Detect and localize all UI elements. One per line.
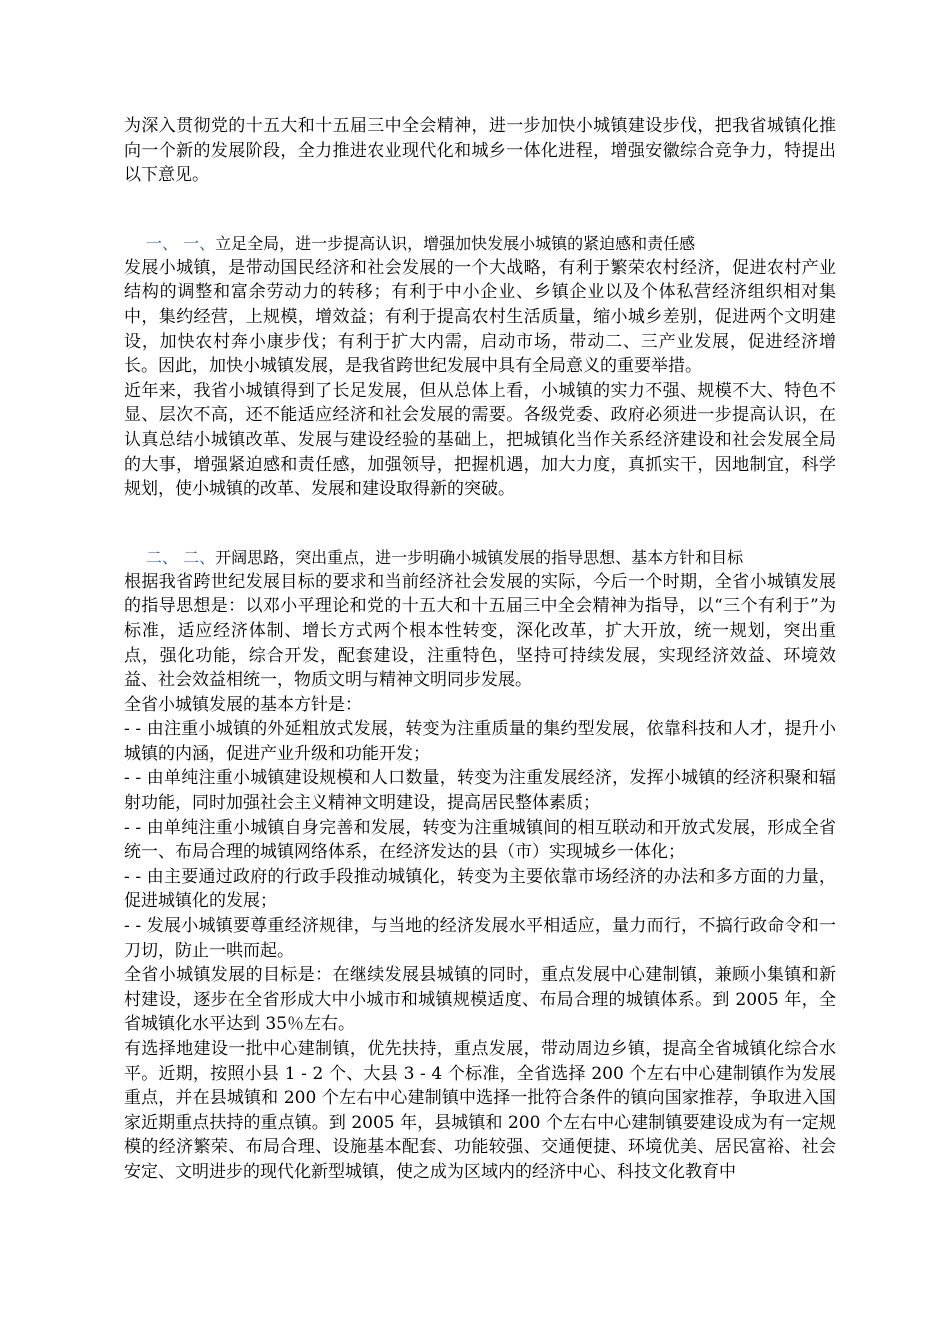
body-paragraph: 全省小城镇发展的目标是：在继续发展县城镇的同时，重点发展中心建制镇，兼顾小集镇和新村建设，逐步在全省形成大中小城市和城镇规模适度、布局合理的城镇体系。到 2005 年，全省城镇化水平达到 35％左右。 [124, 965, 836, 1035]
section-title: 开阔思路，突出重点，进一步明确小城镇发展的指导思想、基本方针和目标 [215, 547, 744, 567]
body-paragraph: 有选择地建设一批中心建制镇，优先扶持，重点发展，带动周边乡镇，提高全省城镇化综合水平。近期，按照小县 1 - 2 个、大县 3 - 4 个标准，全省选择 200 个左右中心建制镇作为发展重点，并在县城镇和 200 个左右中心建制镇中选择一批符合条件的镇向国家推荐，争取进入国家近期重点扶持的重点镇。到 2005 年，县城镇和 200 个左右中心建制镇要建设成为有一定规模的经济繁荣、布局合理、设施基本配套、功能较强、交通便捷、环境优美、居民富裕、社会安定、文明进步的现代化新型城镇，使之成为区域内的经济中心、科技文化教育中 [124, 1039, 836, 1182]
list-item: - - 发展小城镇要尊重经济规律，与当地的经济发展水平相适应，量力而行，不搞行政命令和一刀切，防止一哄而起。 [124, 916, 836, 961]
section-heading [124, 546, 836, 570]
list-item: - - 由单纯注重小城镇建设规模和人口数量，转变为注重发展经济，发挥小城镇的经济积聚和辐射功能，同时加强社会主义精神文明建设，提高居民整体素质； [124, 768, 836, 814]
list-item: - - 由主要通过政府的行政手段推动城镇化，转变为主要依靠市场经济的办法和多方面的力量，促进城镇化的发展； [124, 866, 836, 912]
section-title: 立足全局，进一步提高认识，增强加快发展小城镇的紧迫感和责任感 [215, 233, 696, 253]
intro-paragraph: 为深入贯彻党的十五大和十五届三中全会精神，进一步加快小城镇建设步伐，把我省城镇化推向一个新的发展阶段，全力推进农业现代化和城乡一体化进程，增强安徽综合竞争力，特提出以下意见。 [124, 116, 836, 186]
section-spacer [124, 502, 836, 546]
section-number: 一、 [183, 233, 216, 253]
body-paragraph: 全省小城镇发展的基本方针是： [124, 694, 362, 715]
section-number: 二、 [146, 547, 179, 567]
section-number: 二、 [183, 547, 216, 567]
body-paragraph: 发展小城镇，是带动国民经济和社会发展的一个大战略，有利于繁荣农村经济，促进农村产业结构的调整和富余劳动力的转移；有利于中小企业、乡镇企业以及个体私营经济组织相对集中，集约经营，上规模，增效益；有利于提高农村生活质量，缩小城乡差别，促进两个文明建设，加快农村奔小康步伐；有利于扩大内需，启动市场，带动二、三产业发展，促进经济增长。因此，加快小城镇发展，是我省跨世纪发展中具有全局意义的重要举措。 [124, 257, 836, 377]
section-number: 一、 [146, 233, 179, 253]
list-item: - - 由单纯注重小城镇自身完善和发展，转变为注重城镇间的相互联动和开放式发展，形成全省统一、布局合理的城镇网络体系，在经济发达的县（市）实现城乡一体化； [124, 817, 836, 863]
body-paragraph: 近年来，我省小城镇得到了长足发展，但从总体上看，小城镇的实力不强、规模不大、特色不显、层次不高，还不能适应经济和社会发展的需要。各级党委、政府必须进一步提高认识，在认真总结小城镇改革、发展与建设经验的基础上，把城镇化当作关系经济建设和社会发展全局的大事，增强紧迫感和责任感，加强领导，把握机遇，加大力度，真抓实干，因地制宜，科学规划，使小城镇的改革、发展和建设取得新的突破。 [124, 380, 836, 500]
list-item: - - 由注重小城镇的外延粗放式发展，转变为注重质量的集约型发展，依靠科技和人才，提升小城镇的内涵，促进产业升级和功能开发； [124, 719, 836, 764]
document-page [124, 114, 836, 1185]
body-paragraph: 根据我省跨世纪发展目标的要求和当前经济社会发展的实际，今后一个时期，全省小城镇发展的指导思想是：以邓小平理论和党的十五大和十五届三中全会精神为指导，以“三个有利于”为标准，适应经济体制、增长方式两个根本性转变，深化改革，扩大开放，统一规划，突出重点，强化功能，综合开发，配套建设，注重特色，坚持可持续发展，实现经济效益、环境效益、社会效益相统一，物质文明与精神文明同步发展。 [124, 571, 836, 691]
section-2 [124, 546, 836, 1185]
section-heading [124, 232, 836, 256]
section-1 [124, 232, 836, 502]
